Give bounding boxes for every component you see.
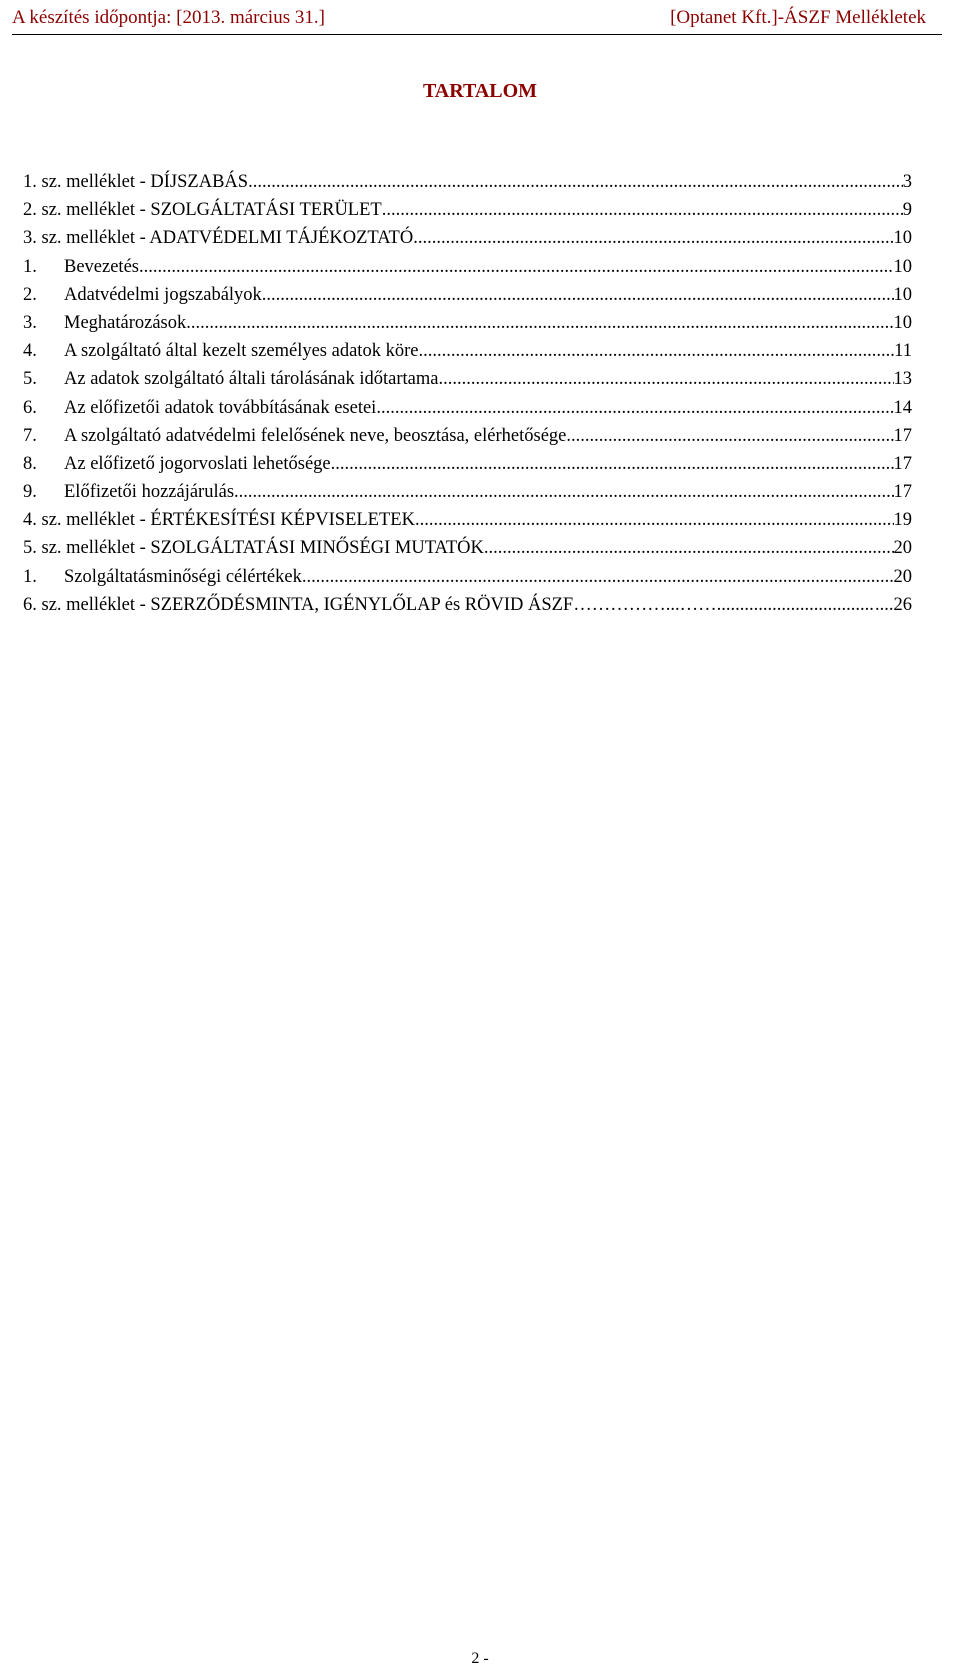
toc-entry-leader-dots [302, 567, 894, 588]
toc-entry-page: 10 [893, 312, 912, 333]
toc-entry-text: Szolgáltatásminőségi célértékek [64, 566, 302, 587]
table-of-contents [23, 172, 912, 623]
toc-entry[interactable] [23, 172, 912, 200]
toc-entry[interactable] [23, 369, 912, 397]
toc-entry[interactable] [23, 426, 912, 454]
toc-entry-label [23, 567, 302, 588]
toc-entry-page: 17 [893, 453, 912, 474]
toc-entry-label [23, 341, 418, 362]
toc-entry-number: 4. [23, 341, 37, 362]
toc-entry-page: 11 [894, 341, 912, 362]
toc-entry[interactable] [23, 595, 912, 623]
toc-entry-page: ....26 [875, 594, 912, 615]
toc-entry-leader-dots [484, 538, 894, 559]
toc-entry-leader-dots [438, 369, 893, 390]
toc-entry-label [23, 426, 566, 447]
toc-entry-number: 2. [23, 284, 37, 305]
toc-entry-page: 10 [893, 284, 912, 305]
toc-entry-text: A szolgáltató által kezelt személyes adatok köre [64, 341, 419, 362]
toc-entry-page: 17 [893, 482, 912, 503]
toc-entry-text: Az adatok szolgáltató általi tárolásának időtartama [64, 369, 439, 390]
toc-entry-leader-dots [139, 257, 894, 278]
toc-entry-text: Előfizetői hozzájárulás [64, 482, 235, 503]
toc-entry-number: 3. [23, 312, 37, 333]
toc-entry-number: 8. [23, 453, 37, 474]
toc-entry-text: Meghatározások [64, 312, 187, 333]
toc-entry[interactable] [23, 341, 912, 369]
toc-entry-filler: ……………...…… [573, 594, 717, 615]
toc-entry-text: 3. sz. melléklet - ADATVÉDELMI TÁJÉKOZTATÓ [23, 228, 414, 249]
toc-entry-text: 1. sz. melléklet - DÍJSZABÁS [23, 172, 249, 192]
toc-entry-number: 9. [23, 482, 37, 503]
toc-entry-page: 14 [893, 397, 912, 418]
page-header [12, 2, 942, 35]
toc-entry-leader-dots [248, 172, 903, 193]
toc-entry-label [23, 228, 413, 249]
toc-entry-text: Bevezetés [64, 256, 139, 277]
toc-entry-label [23, 510, 415, 531]
toc-entry-number: 6. [23, 397, 37, 418]
toc-entry-label [23, 538, 484, 559]
toc-entry[interactable] [23, 257, 912, 285]
toc-entry-leader-dots [418, 341, 894, 362]
toc-entry-label [23, 482, 234, 503]
toc-entry-number: 5. [23, 369, 37, 390]
toc-entry-text: 2. sz. melléklet - SZOLGÁLTATÁSI TERÜLET [23, 200, 382, 221]
toc-entry-number: 1. [23, 566, 37, 587]
toc-entry[interactable] [23, 482, 912, 510]
toc-entry-leader-dots [566, 426, 893, 447]
toc-entry-text: Az előfizetői adatok továbbításának esetei [64, 397, 377, 418]
toc-entry[interactable] [23, 228, 912, 256]
header-left: A készítés időpontja: [2013. március 31.] [12, 7, 325, 28]
toc-entry-leader-dots [413, 228, 893, 249]
toc-entry-label [23, 257, 139, 278]
toc-entry-page: 3 [902, 172, 912, 192]
toc-entry-text: 6. sz. melléklet - SZERZŐDÉSMINTA, IGÉNYLŐLAP és RÖVID ÁSZF [23, 594, 574, 615]
toc-entry-leader-dots [331, 454, 894, 475]
toc-entry-text: 4. sz. melléklet - ÉRTÉKESÍTÉSI KÉPVISELETEK [23, 510, 415, 531]
header-right: [Optanet Kft.]-ÁSZF Mellékletek [670, 7, 926, 28]
toc-entry-page: 13 [893, 369, 912, 390]
toc-entry-label [23, 313, 186, 334]
toc-entry[interactable] [23, 313, 912, 341]
toc-entry-page: 17 [893, 425, 912, 446]
toc-entry-label [23, 172, 248, 193]
toc-entry[interactable] [23, 510, 912, 538]
toc-entry[interactable] [23, 398, 912, 426]
toc-entry-page: 19 [893, 510, 912, 531]
toc-entry[interactable] [23, 200, 912, 228]
toc-entry-label [23, 595, 573, 616]
toc-entry-label [23, 285, 262, 306]
toc-entry-number: 1. [23, 256, 37, 277]
toc-entry[interactable] [23, 538, 912, 566]
toc-entry-leader-dots [376, 398, 893, 419]
toc-entry-label [23, 200, 382, 221]
toc-entry[interactable] [23, 454, 912, 482]
toc-entry-page: 20 [893, 566, 912, 587]
toc-entry-text: Az előfizető jogorvoslati lehetősége [64, 453, 331, 474]
toc-entry-text: 5. sz. melléklet - SZOLGÁLTATÁSI MINŐSÉGI MUTATÓK [23, 538, 484, 559]
toc-entry[interactable] [23, 285, 912, 313]
toc-entry-page: 20 [893, 538, 912, 559]
toc-entry-label [23, 369, 438, 390]
toc-entry-page: 10 [893, 228, 912, 249]
toc-entry-page: 9 [902, 200, 912, 221]
toc-entry-label [23, 398, 376, 419]
toc-entry-page: 10 [893, 256, 912, 277]
page-number: 2 - [471, 1650, 489, 1667]
toc-entry-leader-dots [234, 482, 893, 503]
toc-entry[interactable] [23, 567, 912, 595]
toc-entry-text: Adatvédelmi jogszabályok [64, 284, 262, 305]
page-title: TARTALOM [422, 80, 538, 102]
toc-entry-label [23, 454, 331, 475]
toc-entry-leader-dots [717, 595, 875, 616]
toc-entry-number: 7. [23, 425, 37, 446]
toc-entry-leader-dots [415, 510, 894, 531]
toc-entry-leader-dots [262, 285, 894, 306]
toc-entry-leader-dots [186, 313, 893, 334]
toc-entry-text: A szolgáltató adatvédelmi felelősének neve, beosztása, elérhetősége [64, 425, 567, 446]
toc-entry-leader-dots [382, 200, 903, 221]
